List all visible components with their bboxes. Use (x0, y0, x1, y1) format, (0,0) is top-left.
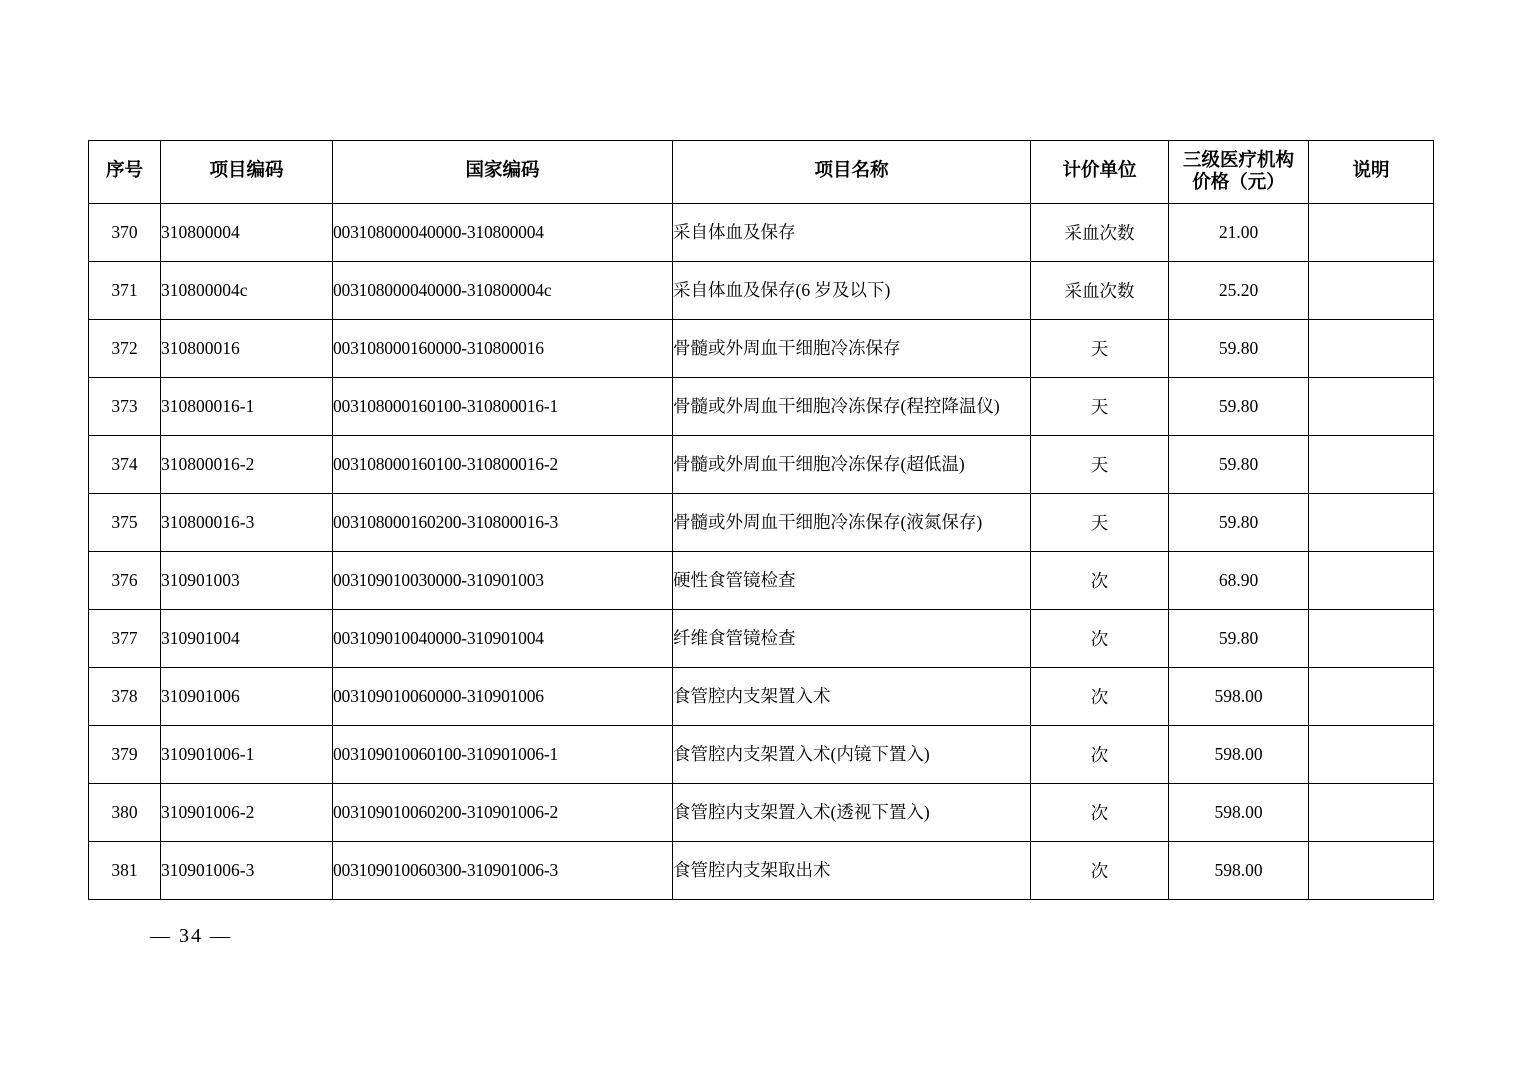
cell-price: 59.80 (1169, 378, 1309, 436)
cell-index: 381 (89, 842, 161, 900)
table-row (89, 726, 1434, 784)
cell-index: 378 (89, 668, 161, 726)
column-header-national-code: 国家编码 (333, 141, 673, 204)
cell-item-name: 骨髓或外周血干细胞冷冻保存(液氮保存) (673, 494, 1031, 552)
cell-note (1309, 320, 1434, 378)
cell-index: 370 (89, 204, 161, 262)
cell-item-name: 骨髓或外周血干细胞冷冻保存 (673, 320, 1031, 378)
cell-price: 25.20 (1169, 262, 1309, 320)
cell-unit: 天 (1031, 378, 1169, 436)
cell-item-code: 310800016-3 (161, 494, 333, 552)
cell-index: 380 (89, 784, 161, 842)
cell-price: 598.00 (1169, 668, 1309, 726)
table-row (89, 668, 1434, 726)
cell-unit: 采血次数 (1031, 262, 1169, 320)
cell-item-code: 310901004 (161, 610, 333, 668)
cell-national-code: 003109010030000-310901003 (333, 552, 673, 610)
column-header-note: 说明 (1309, 141, 1434, 204)
cell-note (1309, 552, 1434, 610)
cell-price: 598.00 (1169, 726, 1309, 784)
cell-unit: 次 (1031, 610, 1169, 668)
cell-national-code: 003108000160100-310800016-2 (333, 436, 673, 494)
table-row (89, 378, 1434, 436)
table-row (89, 784, 1434, 842)
table-row (89, 436, 1434, 494)
cell-item-code: 310901006-1 (161, 726, 333, 784)
cell-item-code: 310901006-3 (161, 842, 333, 900)
table-header (89, 141, 1434, 204)
table-row (89, 204, 1434, 262)
cell-national-code: 003109010060300-310901006-3 (333, 842, 673, 900)
price-table-container (88, 140, 1433, 900)
cell-item-name: 硬性食管镜检查 (673, 552, 1031, 610)
cell-unit: 天 (1031, 436, 1169, 494)
cell-national-code: 003108000040000-310800004 (333, 204, 673, 262)
column-header-price-line2: 价格（元） (1192, 173, 1285, 193)
cell-item-name: 采自体血及保存(6 岁及以下) (673, 262, 1031, 320)
cell-unit: 次 (1031, 784, 1169, 842)
cell-note (1309, 842, 1434, 900)
table-row (89, 610, 1434, 668)
cell-note (1309, 436, 1434, 494)
cell-note (1309, 378, 1434, 436)
table-row (89, 320, 1434, 378)
table-row (89, 494, 1434, 552)
cell-item-name: 纤维食管镜检查 (673, 610, 1031, 668)
cell-item-name: 骨髓或外周血干细胞冷冻保存(超低温) (673, 436, 1031, 494)
cell-index: 371 (89, 262, 161, 320)
column-header-unit: 计价单位 (1031, 141, 1169, 204)
cell-index: 374 (89, 436, 161, 494)
cell-national-code: 003109010060200-310901006-2 (333, 784, 673, 842)
cell-index: 376 (89, 552, 161, 610)
cell-index: 372 (89, 320, 161, 378)
column-header-price (1169, 141, 1309, 204)
cell-item-name: 食管腔内支架置入术(透视下置入) (673, 784, 1031, 842)
cell-item-name: 食管腔内支架置入术(内镜下置入) (673, 726, 1031, 784)
cell-item-name: 食管腔内支架置入术 (673, 668, 1031, 726)
cell-price: 59.80 (1169, 320, 1309, 378)
cell-price: 68.90 (1169, 552, 1309, 610)
cell-unit: 天 (1031, 494, 1169, 552)
cell-item-name: 食管腔内支架取出术 (673, 842, 1031, 900)
cell-note (1309, 668, 1434, 726)
cell-unit: 采血次数 (1031, 204, 1169, 262)
cell-national-code: 003108000160000-310800016 (333, 320, 673, 378)
table-header-row (89, 141, 1434, 204)
cell-note (1309, 784, 1434, 842)
cell-note (1309, 726, 1434, 784)
column-header-item-code: 项目编码 (161, 141, 333, 204)
cell-item-name: 骨髓或外周血干细胞冷冻保存(程控降温仪) (673, 378, 1031, 436)
cell-note (1309, 262, 1434, 320)
cell-index: 379 (89, 726, 161, 784)
cell-item-name: 采自体血及保存 (673, 204, 1031, 262)
cell-note (1309, 494, 1434, 552)
table-row (89, 262, 1434, 320)
cell-unit: 次 (1031, 668, 1169, 726)
cell-price: 59.80 (1169, 610, 1309, 668)
cell-note (1309, 610, 1434, 668)
medical-service-price-table (88, 140, 1434, 900)
cell-item-code: 310901006 (161, 668, 333, 726)
cell-national-code: 003109010060000-310901006 (333, 668, 673, 726)
cell-price: 59.80 (1169, 436, 1309, 494)
cell-unit: 次 (1031, 842, 1169, 900)
cell-unit: 次 (1031, 726, 1169, 784)
cell-index: 373 (89, 378, 161, 436)
cell-price: 598.00 (1169, 842, 1309, 900)
cell-price: 21.00 (1169, 204, 1309, 262)
table-body (89, 204, 1434, 900)
table-row (89, 552, 1434, 610)
cell-national-code: 003108000160100-310800016-1 (333, 378, 673, 436)
cell-item-code: 310800004 (161, 204, 333, 262)
column-header-item-name: 项目名称 (673, 141, 1031, 204)
cell-price: 598.00 (1169, 784, 1309, 842)
cell-national-code: 003108000040000-310800004c (333, 262, 673, 320)
cell-national-code: 003109010040000-310901004 (333, 610, 673, 668)
cell-national-code: 003108000160200-310800016-3 (333, 494, 673, 552)
cell-item-code: 310800016 (161, 320, 333, 378)
cell-index: 375 (89, 494, 161, 552)
table-row (89, 842, 1434, 900)
column-header-price-line1: 三级医疗机构 (1182, 150, 1294, 171)
cell-item-code: 310901003 (161, 552, 333, 610)
cell-item-code: 310800004c (161, 262, 333, 320)
cell-price: 59.80 (1169, 494, 1309, 552)
cell-item-code: 310901006-2 (161, 784, 333, 842)
column-header-index: 序号 (89, 141, 161, 204)
cell-unit: 次 (1031, 552, 1169, 610)
cell-national-code: 003109010060100-310901006-1 (333, 726, 673, 784)
cell-item-code: 310800016-2 (161, 436, 333, 494)
cell-unit: 天 (1031, 320, 1169, 378)
cell-note (1309, 204, 1434, 262)
cell-item-code: 310800016-1 (161, 378, 333, 436)
cell-index: 377 (89, 610, 161, 668)
page-number: — 34 — (150, 925, 232, 947)
